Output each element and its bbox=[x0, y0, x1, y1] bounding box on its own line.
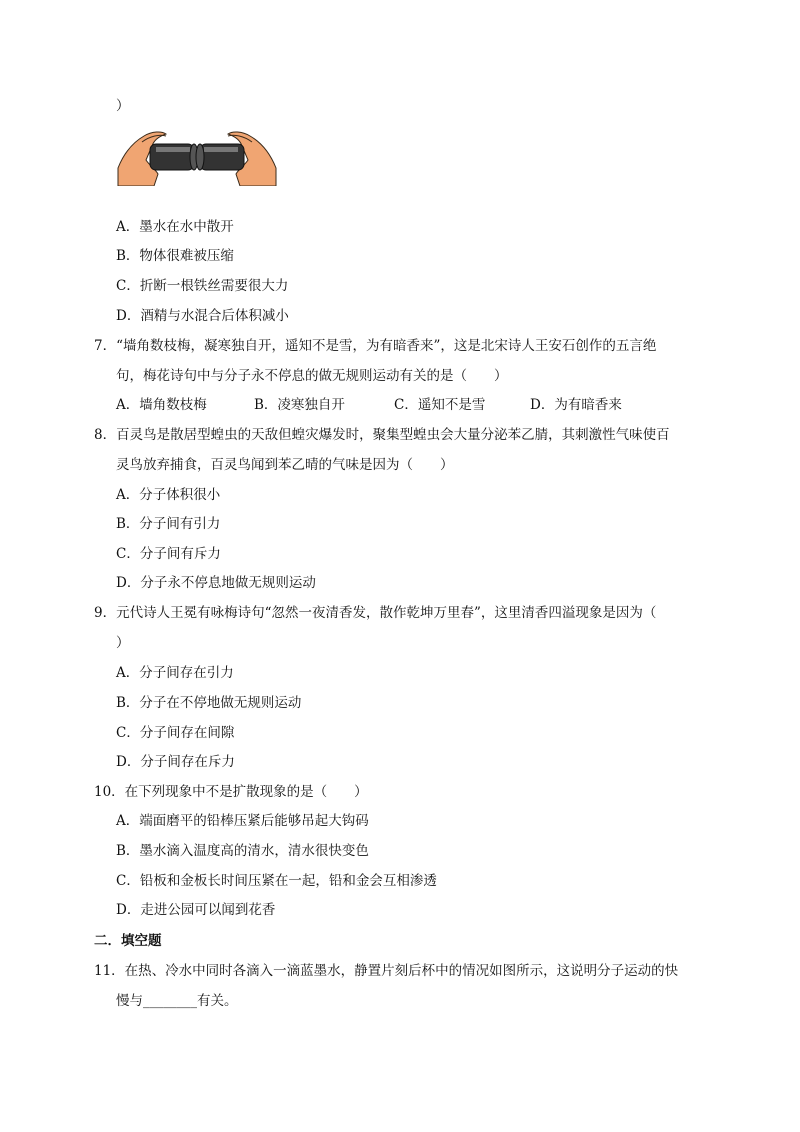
question-7-option-c: C．遥知不是雪 bbox=[394, 397, 486, 413]
question-8-line-1: 8．百灵鸟是散居型蝗虫的天敌但蝗灾爆发时，聚集型蝗虫会大量分泌苯乙腈，其刺激性气味使百 bbox=[94, 427, 670, 443]
question-9-option-c: C．分子间存在间隙 bbox=[116, 725, 235, 741]
question-8-option-a: A．分子体积很小 bbox=[116, 487, 221, 503]
question-11-line-1: 11．在热、冷水中同时各滴入一滴蓝墨水，静置片刻后杯中的情况如图所示，这说明分子运动的快 bbox=[94, 963, 679, 979]
question-9-line-1: 9．元代诗人王冕有咏梅诗句“忽然一夜清香发，散作乾坤万里春”，这里清香四溢现象是因为（ bbox=[94, 605, 657, 621]
two-lead-cylinders-pressed-by-hands-icon bbox=[116, 128, 278, 186]
question-7-line-2: 句，梅花诗句中与分子永不停息的做无规则运动有关的是（ ） bbox=[116, 368, 508, 384]
question-7-options bbox=[116, 395, 622, 415]
question-9-option-d: D．分子间存在斥力 bbox=[116, 754, 235, 770]
question-10-option-a: A．端面磨平的铅棒压紧后能够吊起大钩码 bbox=[116, 813, 369, 829]
question-10-option-c: C．铅板和金板长时间压紧在一起，铅和金会互相渗透 bbox=[116, 873, 437, 889]
question-10-option-d: D．走进公园可以闻到花香 bbox=[116, 902, 276, 918]
question-7-option-a: A．墙角数枝梅 bbox=[116, 397, 207, 413]
question-9-option-a: A．分子间存在引力 bbox=[116, 665, 234, 681]
question-8-option-d: D．分子永不停息地做无规则运动 bbox=[116, 575, 316, 591]
question-6-option-c: C．折断一根铁丝需要很大力 bbox=[116, 278, 289, 294]
question-10-option-b: B．墨水滴入温度高的清水，清水很快变色 bbox=[116, 843, 369, 859]
question-7-option-d: D．为有暗香来 bbox=[530, 397, 622, 413]
question-6-option-d: D．酒精与水混合后体积减小 bbox=[116, 308, 289, 324]
question-6-option-a: A．墨水在水中散开 bbox=[116, 219, 234, 235]
question-11-line-2: 慢与________有关。 bbox=[116, 993, 238, 1009]
question-10-line-1: 10．在下列现象中不是扩散现象的是（ ） bbox=[94, 784, 368, 800]
question-8-option-b: B．分子间有引力 bbox=[116, 516, 221, 532]
section-heading: 二．填空题 bbox=[94, 933, 162, 949]
question-7-line-1: 7．“墙角数枝梅，凝寒独自开，遥知不是雪，为有暗香来”，这是北宋诗人王安石创作的五言绝 bbox=[94, 338, 657, 354]
question-8-line-2: 灵鸟放弃捕食，百灵鸟闻到苯乙晴的气味是因为（ ） bbox=[116, 457, 454, 473]
question-8-option-c: C．分子间有斥力 bbox=[116, 546, 221, 562]
question-9-line-2: ） bbox=[116, 635, 130, 651]
question-9-option-b: B．分子在不停地做无规则运动 bbox=[116, 695, 302, 711]
question-7-option-b: B．凌寒独自开 bbox=[254, 397, 345, 413]
question-6-option-b: B．物体很难被压缩 bbox=[116, 248, 234, 264]
question-6-tail: ） bbox=[116, 98, 130, 114]
